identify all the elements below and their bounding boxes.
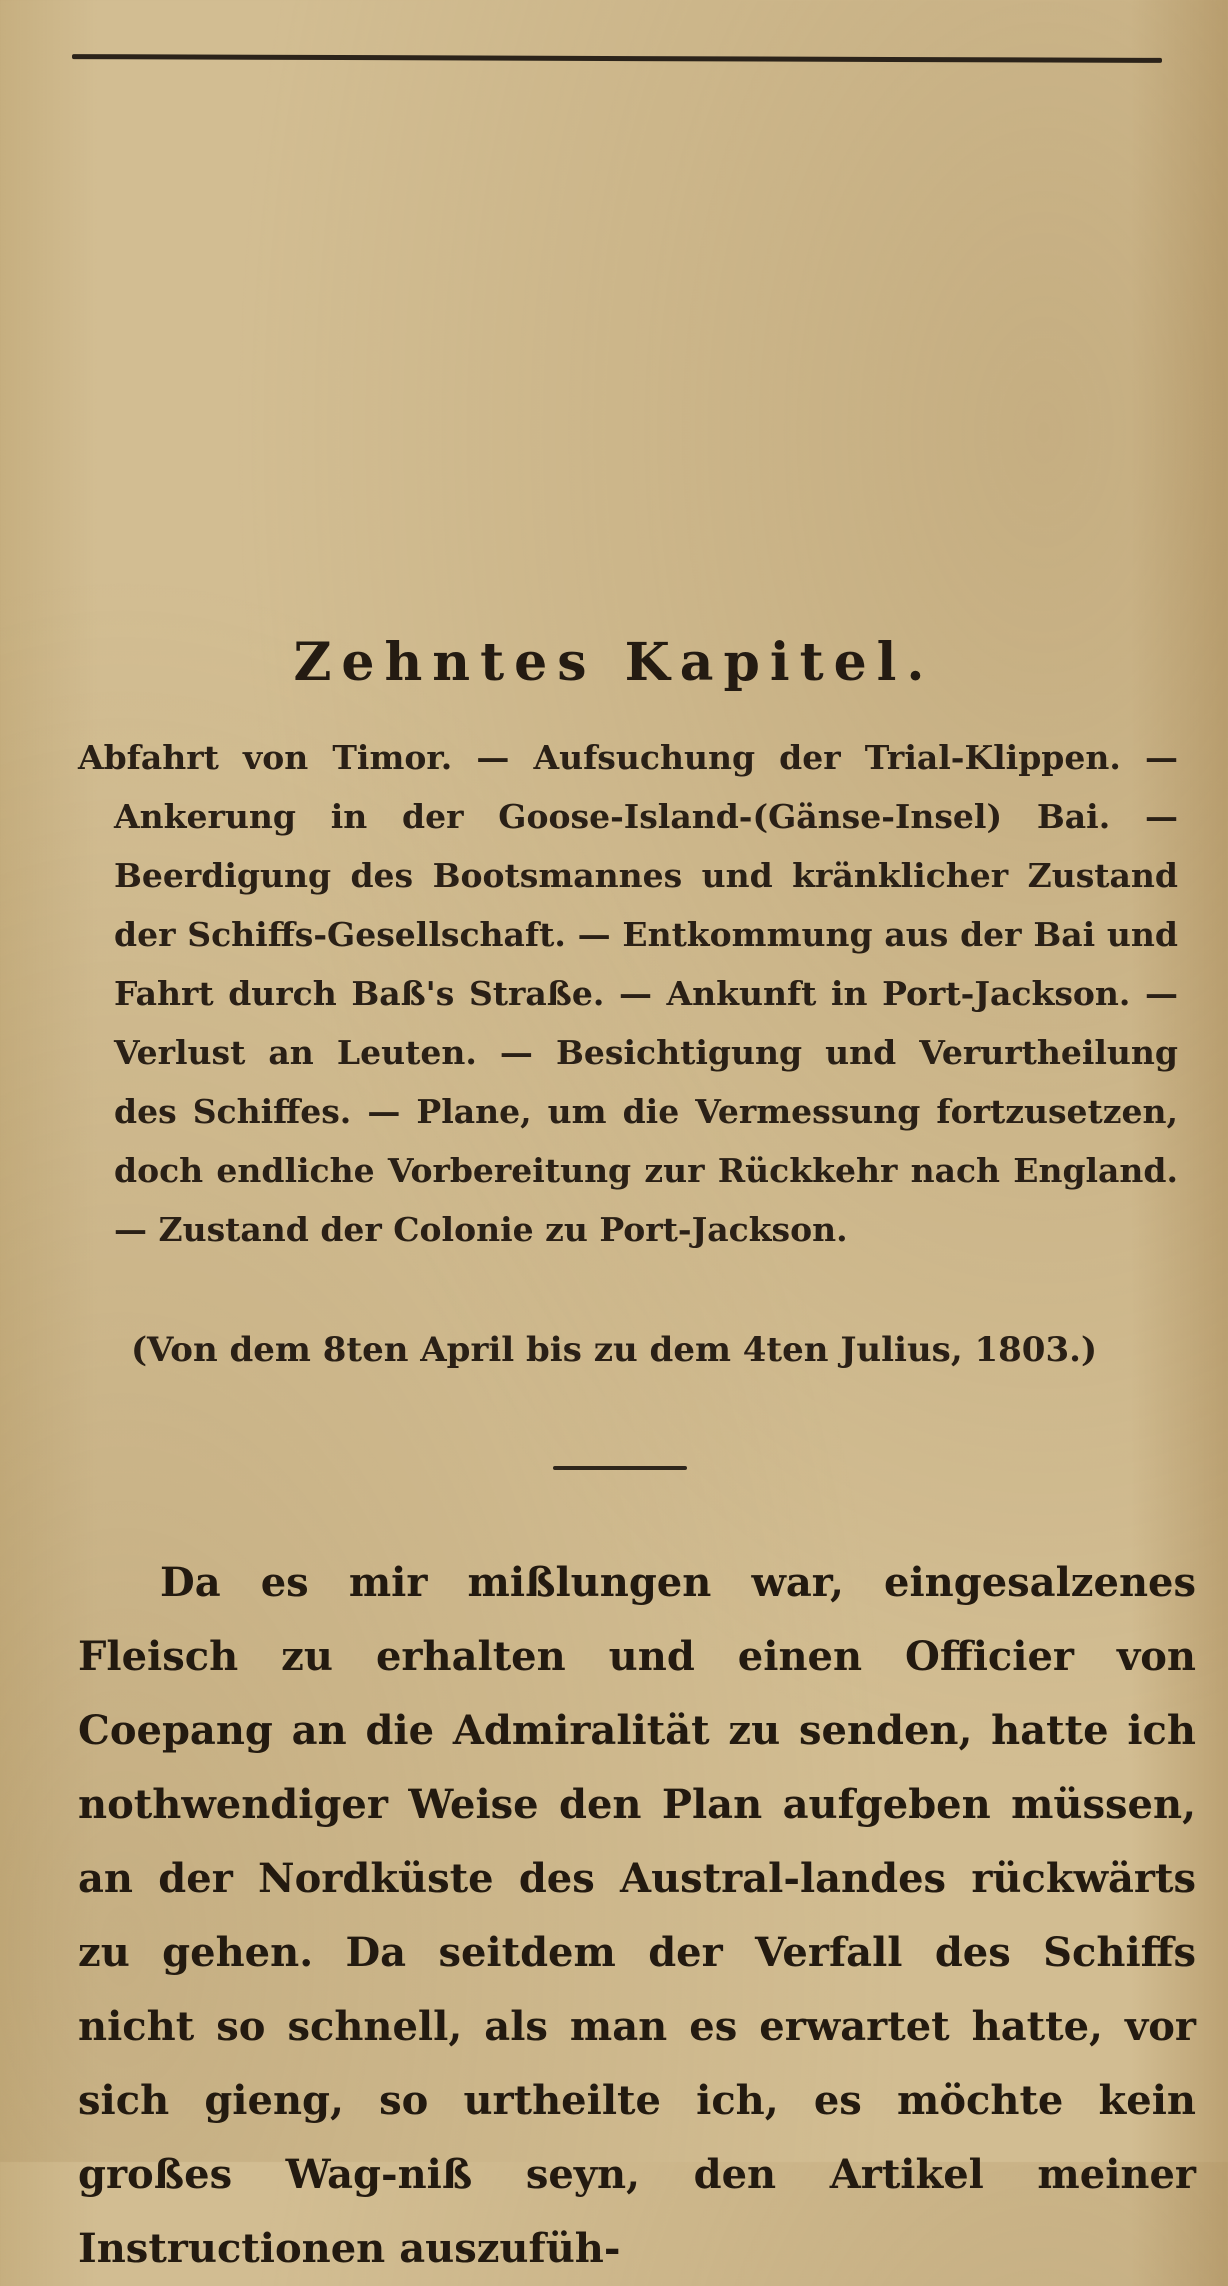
chapter-title: Zehntes Kapitel. <box>293 632 935 693</box>
section-divider <box>553 1466 687 1470</box>
chapter-date-range: (Von dem 8ten April bis zu dem 4ten Julius, 1803.) <box>130 1330 1098 1370</box>
chapter-summary <box>78 728 1178 1259</box>
body-paragraph: Da es mir mißlungen war, eingesalzenes Fleisch zu erhalten und einen Officier von Coepang an die Admiralität zu senden, hatte ich nothwendiger Weise den Plan aufgeben müssen, an der Nordküste des Austral-landes rückwärts zu gehen. Da seitdem der Verfall des Schiffs nicht so schnell, als man es erwartet hatte, vor sich gieng, so urtheilte ich, es möchte kein großes Wag-niß seyn, den Artikel meiner Instructionen auszufüh- <box>78 1559 1196 2272</box>
top-rule <box>72 54 1162 63</box>
chapter-summary-text: Abfahrt von Timor. — Aufsuchung der Trial-Klippen. — Ankerung in der Goose-Island-(Gänse-Insel) Bai. — Beerdigung des Bootsmannes und kränklicher Zustand der Schiffs-Gesellschaft. — Entkommung aus der Bai und Fahrt durch Baß's Straße. — Ankunft in Port-Jackson. — Verlust an Leuten. — Besichtigung und Verurtheilung des Schiffes. — Plane, um die Vermessung fortzusetzen, doch endliche Vorbereitung zur Rückkehr nach England. — Zustand der Colonie zu Port-Jackson. <box>78 738 1178 1249</box>
body-text <box>78 1546 1196 2286</box>
